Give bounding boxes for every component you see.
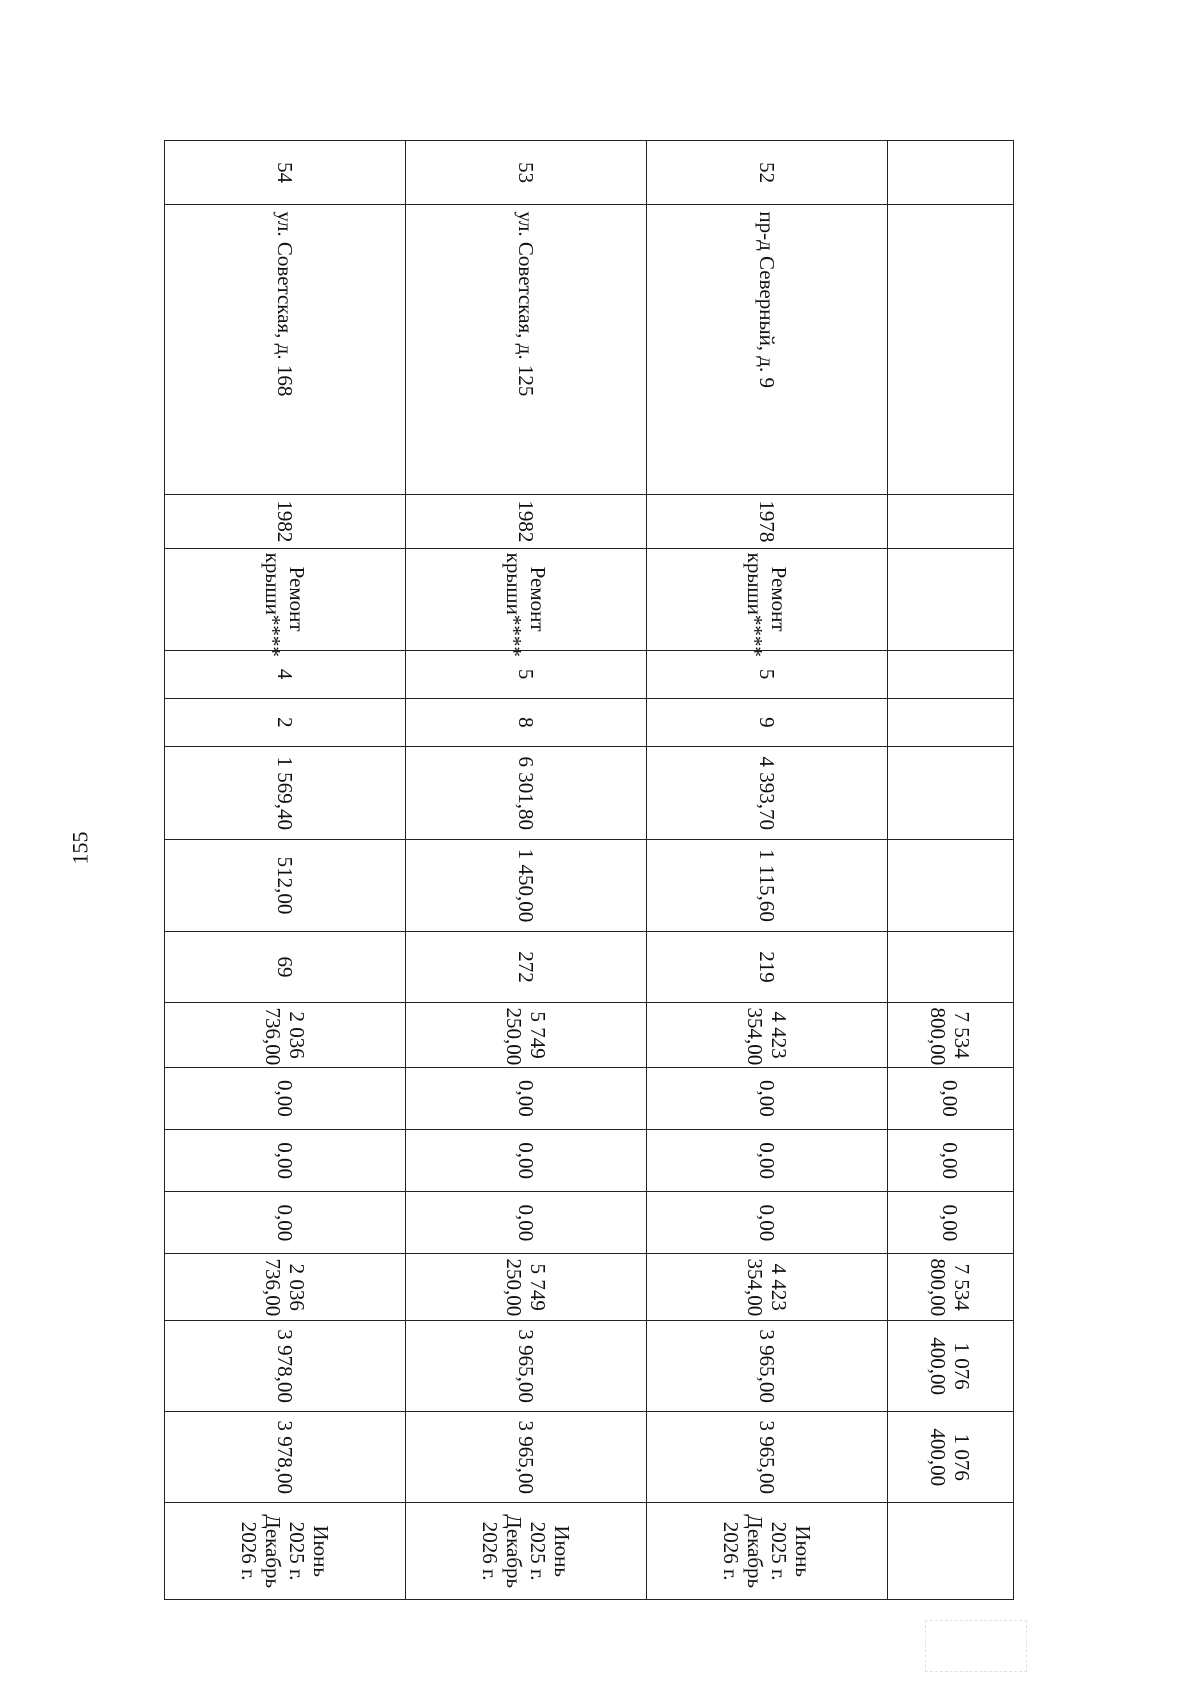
- scan-artifact: [925, 1620, 1027, 1672]
- cell-period: [887, 1503, 1013, 1600]
- cell-build-year: [887, 495, 1013, 549]
- cell-col-5: [887, 650, 1013, 698]
- cell-row-number: 52: [646, 141, 887, 205]
- cell-total-area: [887, 747, 1013, 840]
- cell-period: Июнь 2025 г. Декабрь 2026 г.: [646, 1503, 887, 1600]
- cell-period: Июнь 2025 г. Декабрь 2026 г.: [165, 1503, 406, 1600]
- cell-living-area: 1 450,00: [405, 840, 646, 931]
- cell-work-type: Ремонт крыши****: [405, 548, 646, 650]
- cell-max-unit-cost: 3 965,00: [646, 1412, 887, 1503]
- table-wrapper: [164, 140, 1014, 1600]
- cell-residents: 272: [405, 931, 646, 1003]
- cell-cost-federal: 0,00: [405, 1067, 646, 1129]
- cell-work-type: [887, 548, 1013, 650]
- cell-cost-regional: 0,00: [887, 1130, 1013, 1192]
- cell-unit-cost: 3 965,00: [405, 1320, 646, 1411]
- repair-schedule-table: [164, 140, 1014, 1600]
- page-number: 155: [67, 831, 93, 865]
- cell-total-cost: 2 036 736,00: [165, 1003, 406, 1067]
- cell-period: Июнь 2025 г. Декабрь 2026 г.: [405, 1503, 646, 1600]
- cell-cost-regional: 0,00: [165, 1130, 406, 1192]
- cell-living-area: 1 115,60: [646, 840, 887, 931]
- cell-cost-federal: 0,00: [887, 1067, 1013, 1129]
- cell-max-unit-cost: 3 965,00: [405, 1412, 646, 1503]
- cell-col-6: 9: [646, 698, 887, 746]
- cell-total-cost: 4 423 354,00: [646, 1003, 887, 1067]
- cell-residents: 69: [165, 931, 406, 1003]
- cell-cost-federal: 0,00: [646, 1067, 887, 1129]
- cell-cost-regional: 0,00: [405, 1130, 646, 1192]
- cell-address: ул. Советская, д. 125: [405, 205, 646, 495]
- cell-cost-local: 0,00: [887, 1192, 1013, 1254]
- cell-address: [887, 205, 1013, 495]
- cell-address: ул. Советская, д. 168: [165, 205, 406, 495]
- table-row: [887, 141, 1013, 1600]
- cell-col-6: 8: [405, 698, 646, 746]
- cell-max-unit-cost: 1 076 400,00: [887, 1412, 1013, 1503]
- table-row: [165, 141, 406, 1600]
- cell-total-cost: 7 534 800,00: [887, 1003, 1013, 1067]
- cell-max-unit-cost: 3 978,00: [165, 1412, 406, 1503]
- cell-col-5: 5: [405, 650, 646, 698]
- cell-cost-owners: 5 749 250,00: [405, 1254, 646, 1321]
- cell-col-6: 2: [165, 698, 406, 746]
- cell-col-5: 5: [646, 650, 887, 698]
- cell-unit-cost: 1 076 400,00: [887, 1320, 1013, 1411]
- cell-row-number: [887, 141, 1013, 205]
- cell-col-6: [887, 698, 1013, 746]
- cell-living-area: 512,00: [165, 840, 406, 931]
- cell-row-number: 53: [405, 141, 646, 205]
- cell-total-area: 1 569,40: [165, 747, 406, 840]
- cell-cost-regional: 0,00: [646, 1130, 887, 1192]
- cell-cost-owners: 4 423 354,00: [646, 1254, 887, 1321]
- cell-work-type: Ремонт крыши****: [646, 548, 887, 650]
- cell-cost-local: 0,00: [405, 1192, 646, 1254]
- cell-cost-local: 0,00: [646, 1192, 887, 1254]
- cell-cost-local: 0,00: [165, 1192, 406, 1254]
- cell-cost-federal: 0,00: [165, 1067, 406, 1129]
- cell-cost-owners: 2 036 736,00: [165, 1254, 406, 1321]
- cell-row-number: 54: [165, 141, 406, 205]
- cell-unit-cost: 3 978,00: [165, 1320, 406, 1411]
- cell-residents: [887, 931, 1013, 1003]
- cell-address: пр-д Северный, д. 9: [646, 205, 887, 495]
- cell-build-year: 1982: [165, 495, 406, 549]
- cell-build-year: 1982: [405, 495, 646, 549]
- cell-unit-cost: 3 965,00: [646, 1320, 887, 1411]
- cell-total-area: 4 393,70: [646, 747, 887, 840]
- cell-total-area: 6 301,80: [405, 747, 646, 840]
- cell-col-5: 4: [165, 650, 406, 698]
- cell-work-type: Ремонт крыши****: [165, 548, 406, 650]
- cell-build-year: 1978: [646, 495, 887, 549]
- table-row: [405, 141, 646, 1600]
- cell-living-area: [887, 840, 1013, 931]
- cell-cost-owners: 7 534 800,00: [887, 1254, 1013, 1321]
- cell-residents: 219: [646, 931, 887, 1003]
- table-row: [646, 141, 887, 1600]
- cell-total-cost: 5 749 250,00: [405, 1003, 646, 1067]
